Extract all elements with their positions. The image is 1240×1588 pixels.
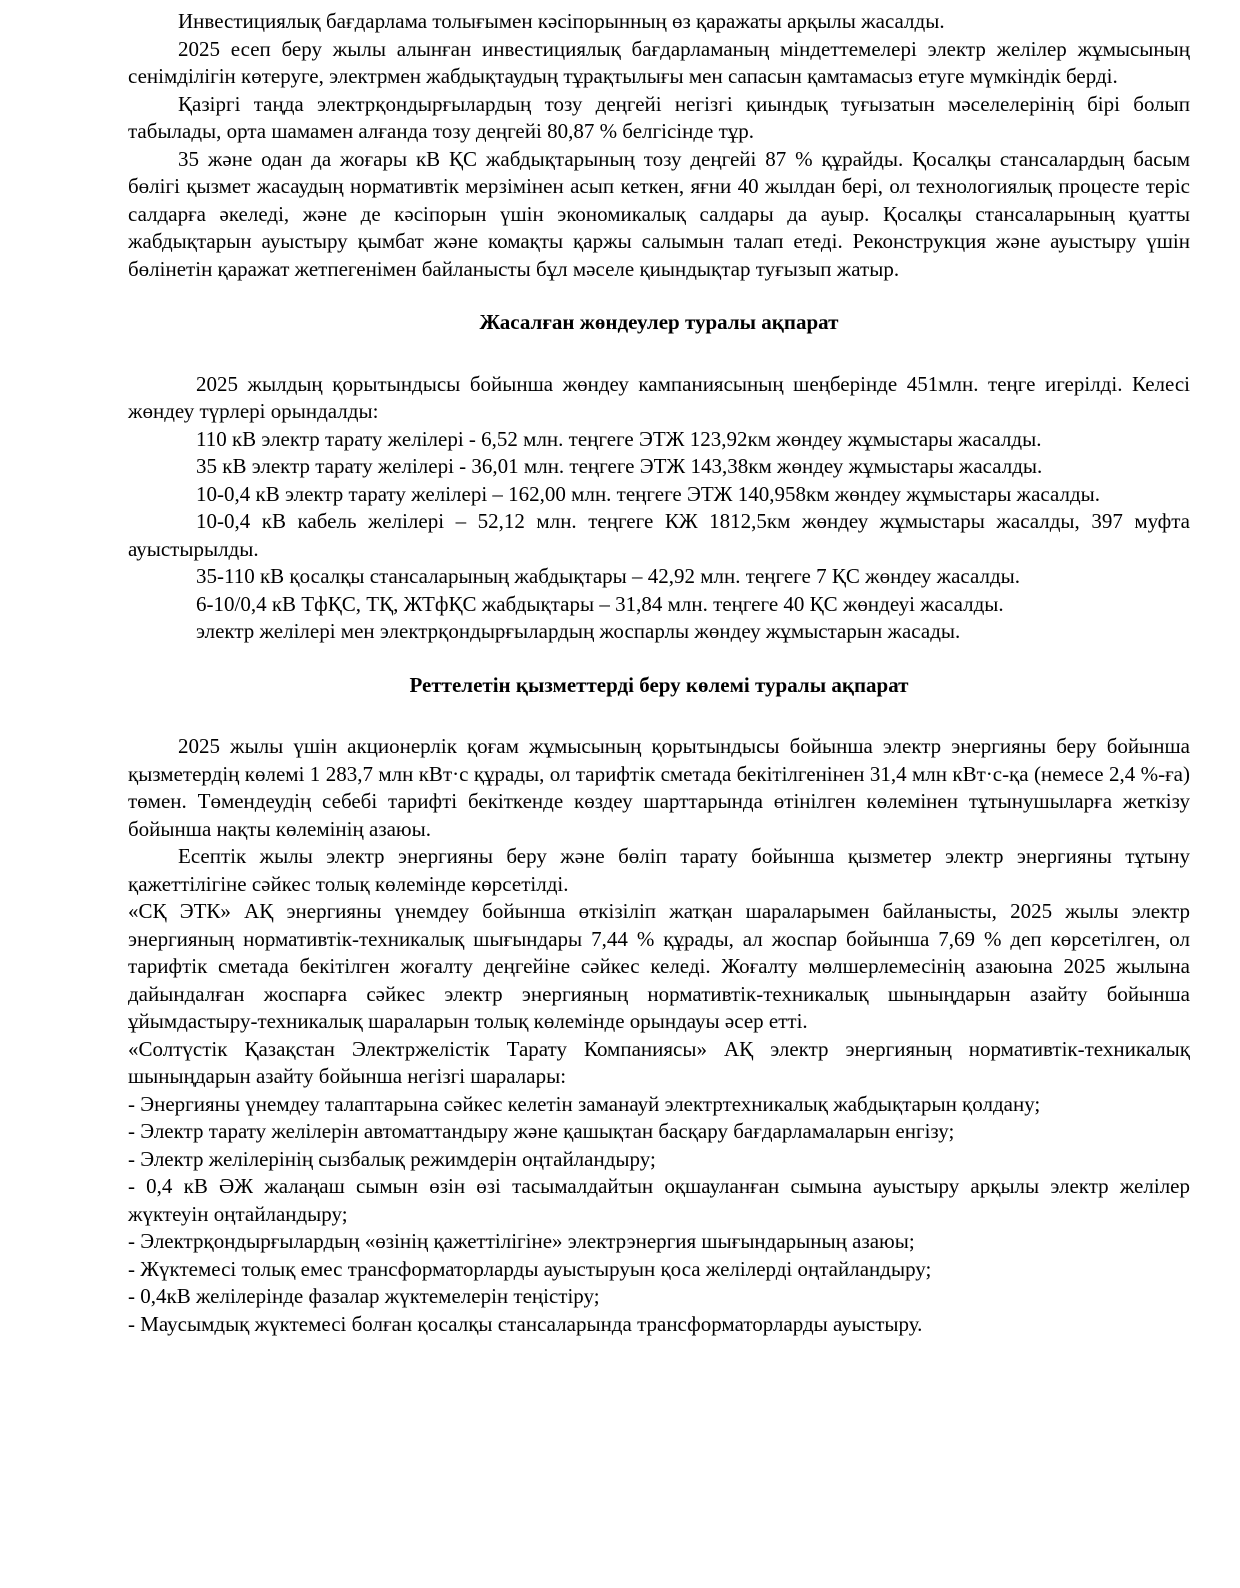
measure-item-modern-equipment: - Энергияны үнемдеу талаптарына сәйкес келетін заманауй электртехникалық жабдықтарын қолдану; bbox=[128, 1091, 1041, 1116]
investment-source-paragraph: Инвестициялық бағдарлама толығымен кәсіпорынның өз қаражаты арқылы жасалды. bbox=[178, 9, 945, 33]
measure-item-insulated-wire: - 0,4 кВ ӘЖ жалаңаш сымын өзін өзі тасымалдайтын оқшауланған сымына ауыстыру арқылы электр желілер жүктеуін оңтайландыру; bbox=[128, 1174, 1190, 1226]
repair-line-110kv: 110 кВ электр тарату желілері - 6,52 млн. теңгеге ЭТЖ 123,92км жөндеу жұмыстары жасалды. bbox=[196, 426, 1042, 451]
measure-item-seasonal-load: - Маусымдық жүктемесі болған қосалқы стансаларында трансформаторларды ауыстыру. bbox=[128, 1311, 923, 1336]
planned-repairs-paragraph: электр желілері мен электрқондырғылардың жоспарлы жөндеу жұмыстарын жасады. bbox=[196, 619, 961, 643]
investment-obligations-paragraph: 2025 есеп беру жылы алынған инвестициялық бағдарламаның міндеттемелері электр желілер жұмысының сенімділігін көтеруге, электрмен жабдықтаудың тұрақтылығы мен сапасын қамтамасыз етуге мүмкіндік берді. bbox=[128, 36, 1190, 88]
repair-substations-35-110kv: 35-110 кВ қосалқы стансаларының жабдықтары – 42,92 млн. теңгеге 7 ҚС жөндеу жасалды. bbox=[196, 564, 1021, 588]
repair-substations-6-10-04kv: 6-10/0,4 кВ ТфҚС, ТҚ, ЖТфҚС жабдықтары – 31,84 млн. теңгеге 40 ҚС жөндеуі жасалды. bbox=[196, 591, 1004, 616]
service-volume-paragraph: 2025 жылы үшін акционерлік қоғам жұмысының қорытындысы бойынша электр энергияны беру бойынша қызметердің көлемі 1 283,7 млн кВт·с құрады, ол тарифтік сметада бекітілгенінен 31,4 млн кВт·с-қа (немесе 2,4 %-ға) төмен. Төмендеудің себебі тарифті бекіткенде көздеу шарттарында өтінілген көлемінен тұтынушыларға жеткізу бойынша нақты көлемінің азаюы. bbox=[128, 734, 1190, 841]
repair-cable-10-04kv: 10-0,4 кВ кабель желілері – 52,12 млн. теңгеге КЖ 1812,5км жөндеу жұмыстары жасалды, 397 муфта ауыстырылды. bbox=[128, 509, 1190, 561]
wear-level-paragraph: Қазіргі таңда электрқондырғылардың тозу деңгейі негізгі қиындық туғызатын мәселелерінің бірі болып табылады, орта шамамен алғанда тозу деңгейі 80,87 % белгісінде тұр. bbox=[128, 91, 1190, 143]
repairs-heading: Жасалған жөндеулер туралы ақпарат bbox=[479, 310, 839, 334]
regulated-services-heading: Реттелетін қызметтерді беру көлемі туралы ақпарат bbox=[409, 672, 909, 697]
company-measures-intro: «Солтүстік Қазақстан Электржелістік Тарату Компаниясы» АҚ электр энергияның нормативтік-техникалық шыныңдарын азайту бойынша негізгі шаралары: bbox=[128, 1036, 1190, 1088]
measure-item-automation: - Электр тарату желілерін автоматтандыру және қашықтан басқару бағдарламаларын енгізу; bbox=[128, 1119, 955, 1143]
reporting-year-paragraph: Есептік жылы электр энергияны беру және бөліп тарату бойынша қызметер электр энергияны тұтыну қажеттілігіне сәйкес толық көлемінде көрсетілді. bbox=[128, 844, 1190, 896]
repair-line-10-04kv: 10-0,4 кВ электр тарату желілері – 162,00 млн. теңгеге ЭТЖ 140,958км жөндеу жұмыстары жасалды. bbox=[196, 481, 1100, 506]
measure-item-transformers-load: - Жүктемесі толық емес трансформаторларды ауыстыруын қоса желілерді оңтайландыру; bbox=[128, 1256, 932, 1281]
substations-wear-paragraph: 35 және одан да жоғары кВ ҚС жабдықтарының тозу деңгейі 87 % құрайды. Қосалқы стансалардың басым бөлігі қызмет жасаудың нормативтік мерзімінен асып кеткен, яғни 40 жылдан бері, ол технологиялық процесте теріс салдарға әкеледі, және де кәсіпорын үшін экономикалық салдары да ауыр. Қосалқы стансаларының қуатты жабдықтарын ауыстыру қымбат және комақты қаржы салымын талап етеді. Реконструкция және ауыстыру үшін бөлінетін қаражат жетпегенімен байланысты бұл мәселе қиындықтар туғызып жатыр. bbox=[128, 146, 1190, 281]
energy-saving-paragraph: «СҚ ЭТК» АҚ энергияны үнемдеу бойынша өткізіліп жатқан шараларымен байланысты, 2025 жылы электр энергияның нормативтік-техникалық шығындары 7,44 % құрады, ал жоспар бойынша 7,69 % деп көрсетілген, ол тарифтік сметада бекітілген жоғалту деңгейіне сәйкес келеді. Жоғалту мөлшерлемесінің азаюына 2025 жылына дайындалған жоспарға сәйкес электр энергияның нормативтік-техникалық шыныңдарын азайту бойынша ұйымдастыру-техникалық шараларын толық көлемінде орындауы әсер етті. bbox=[128, 899, 1190, 1033]
repair-line-35kv: 35 кВ электр тарату желілері - 36,01 млн. теңгеге ЭТЖ 143,38км жөндеу жұмыстары жасалды. bbox=[196, 454, 1043, 478]
measure-item-phase-balancing: - 0,4кВ желілерінде фазалар жүктемелерін теңістіру; bbox=[128, 1284, 600, 1308]
measure-item-own-needs: - Электрқондырғылардың «өзінің қажеттілігіне» электрэнергия шығындарының азаюы; bbox=[128, 1229, 915, 1253]
measure-item-grid-modes: - Электр желілерінің сызбалық режимдерін оңтайландыру; bbox=[128, 1146, 656, 1171]
repair-campaign-summary: 2025 жылдың қорытындысы бойынша жөндеу кампаниясының шеңберінде 451млн. теңге игерілді. Келесі жөндеу түрлері орындалды: bbox=[128, 371, 1190, 423]
